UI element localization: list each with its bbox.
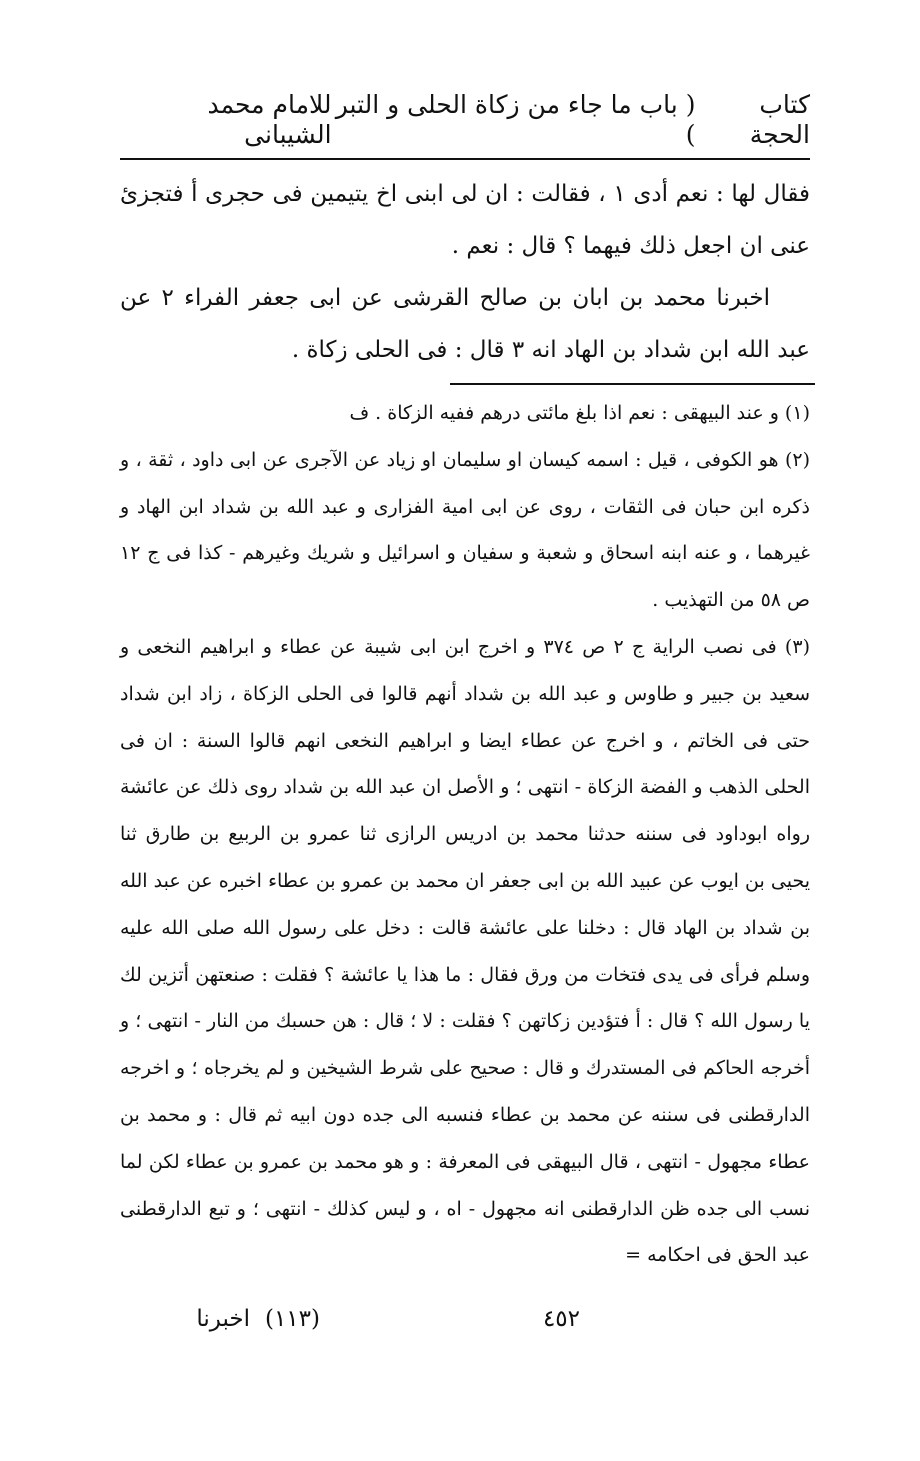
header-book-title: كتاب الحجة [749,90,810,149]
header-author: للامام محمد الشيبانى [207,90,332,149]
footnote-2: (٢) هو الكوفى ، قيل : اسمه كيسان او سليمان او زياد عن الآجرى عن ابى داود ، ثقة ، و ذكره ابن حبان فى الثقات ، روى عن ابى امية الفزارى و عبد الله بن شداد ابن الهاد و غيرهما ، و عنه ابنه اسحاق و شعبة و سفيان و اسرائيل و شريك وغيرهم - كذا فى ج ١٢ ص ٥٨ من التهذيب . [120,448,810,612]
footnote-1: (١) و عند البيهقى : نعم اذا بلغ مائتى درهم ففيه الزكاة . ف [349,402,810,424]
page-footer [120,1306,810,1346]
footnotes [120,390,810,1279]
signature-mark: (١١٣) [264,1306,320,1332]
running-header [120,90,810,160]
footnote-separator [450,383,815,385]
main-paragraph: فقال لها : نعم أدى ١ ، فقالت : ان لى ابنى اخ يتيمين فى حجرى أ فتجزئ عنى ان اجعل ذلك فيهما ؟ قال : نعم . [120,181,810,259]
catchword: اخبرنا [196,1306,250,1332]
page-number: ٤٥٢ [542,1306,580,1332]
header-chapter-title: ( باب ما جاء من زكاة الحلى و التبر ) [335,90,696,149]
footnote-3: (٣) فى نصب الراية ج ٢ ص ٣٧٤ و اخرج ابن ابى شيبة عن عطاء و ابراهيم النخعى و سعيد بن جبير و طاوس و عبد الله بن شداد أنهم قالوا فى الحلى الزكاة ، زاد ابن شداد حتى فى الخاتم ، و اخرج عن عطاء ايضا و ابراهيم النخعى انهم قالوا السنة : ان فى الحلى الذهب و الفضة الزكاة - انتهى ؛ و الأصل ان عبد الله بن شداد روى ذلك عن عائشة رواه ابوداود فى سننه حدثنا محمد بن ادريس الرازى ثنا عمرو بن الربيع بن طارق ثنا يحيى بن ايوب عن عبيد الله بن ابى جعفر ان محمد بن عمرو بن عطاء اخبره عن عبد الله بن شداد بن الهاد قال : دخلنا على عائشة قالت : دخل على رسول الله صلى الله عليه وسلم فرأى فى يدى فتخات من ورق فقال : ما هذا يا عائشة ؟ فقلت : صنعتهن أتزين لك يا رسول الله ؟ قال : أ فتؤدين زكاتهن ؟ فقلت : لا ؛ قال : هن حسبك من النار - انتهى ؛ و أخرجه الحاكم فى المستدرك و قال : صحيح على شرط الشيخين و لم يخرجاه ؛ و اخرجه الدارقطنى فى سننه عن محمد بن عطاء فنسبه الى جده دون ابيه ثم قال : و محمد بن عطاء مجهول - انتهى ، قال البيهقى فى المعرفة : و هو محمد بن عمرو بن عطاء لكن لما نسب الى جده ظن الدارقطنى انه مجهول - اه ، و ليس كذلك - انتهى ؛ و تبع الدارقطنى عبد الحق فى احكامه = [120,635,810,1267]
main-text [120,168,810,376]
main-paragraph: اخبرنا محمد بن ابان بن صالح القرشى عن ابى جعفر الفراء ٢ عن عبد الله ابن شداد بن الهاد انه ٣ قال : فى الحلى زكاة . [120,285,810,363]
